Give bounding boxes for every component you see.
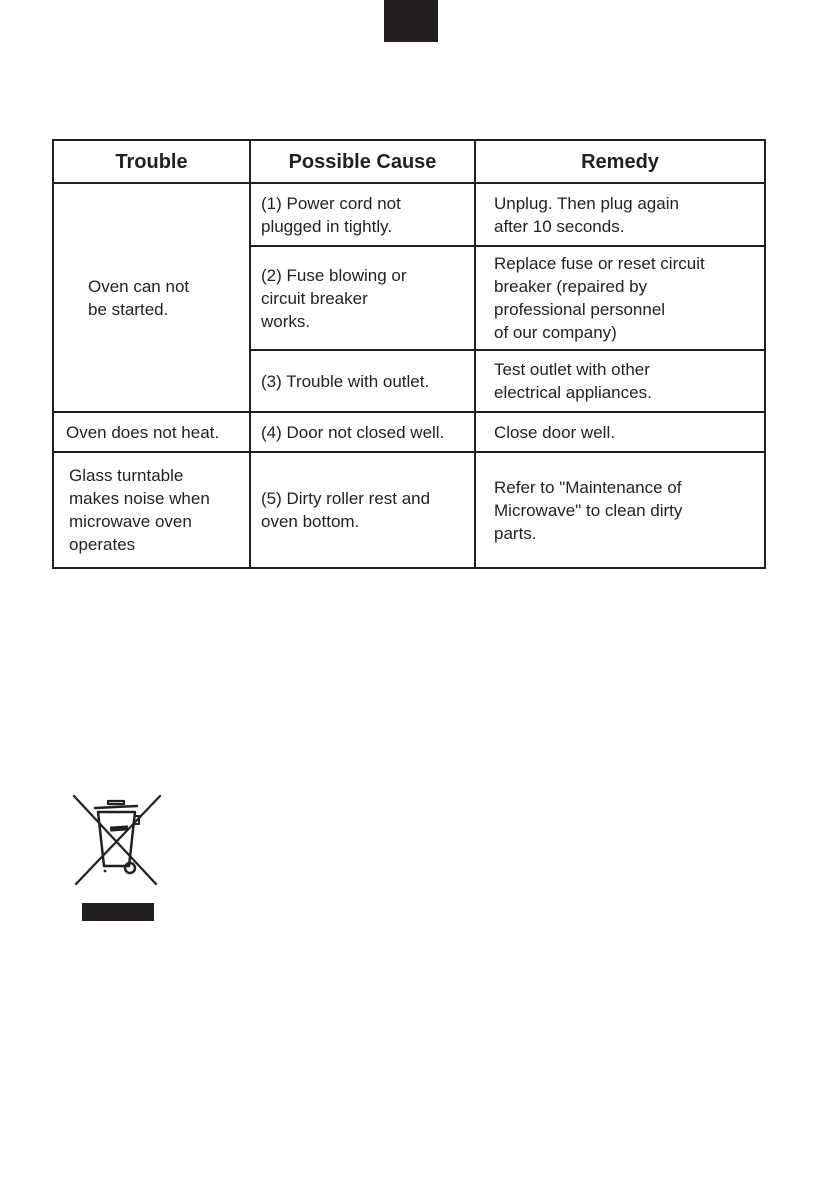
- weee-symbol: [66, 792, 166, 922]
- trouble-cell: [53, 412, 250, 452]
- cause-text: (2) Fuse blowing or circuit breaker works.: [261, 265, 407, 331]
- cause-cell: [250, 452, 475, 568]
- cause-text: (4) Door not closed well.: [261, 422, 445, 442]
- header-possible-cause: Possible Cause: [250, 140, 475, 183]
- trouble-text: Oven does not heat.: [66, 422, 220, 442]
- remedy-text: Refer to "Maintenance of Microwave" to clean dirty parts.: [494, 477, 683, 543]
- cause-cell: [250, 183, 475, 246]
- remedy-cell: [475, 350, 765, 412]
- trouble-text: Oven can not be started.: [88, 276, 190, 319]
- trouble-text: Glass turntable makes noise when microwave oven operates: [69, 466, 210, 554]
- remedy-cell: [475, 246, 765, 350]
- cause-cell: [250, 412, 475, 452]
- trouble-cell: [53, 183, 250, 412]
- table-row: [53, 183, 765, 246]
- remedy-text: Unplug. Then plug again after 10 seconds.: [494, 193, 679, 236]
- troubleshooting-table: [52, 139, 766, 569]
- remedy-text: Test outlet with other electrical appliances.: [494, 360, 652, 402]
- remedy-cell: [475, 452, 765, 568]
- cause-text: (5) Dirty roller rest and oven bottom.: [261, 489, 431, 531]
- remedy-text: Close door well.: [494, 422, 615, 442]
- table-row: [53, 412, 765, 452]
- cause-text: (1) Power cord not plugged in tightly.: [261, 193, 401, 236]
- page-tab-marker: [384, 0, 438, 42]
- header-trouble: Trouble: [53, 140, 250, 183]
- cause-cell: [250, 350, 475, 412]
- remedy-text: Replace fuse or reset circuit breaker (repaired by professional personnel of our company): [494, 254, 705, 342]
- remedy-cell: [475, 412, 765, 452]
- crossed-out-wheelie-bin-icon: [66, 792, 166, 892]
- header-remedy: Remedy: [475, 140, 765, 183]
- weee-black-bar: [82, 903, 154, 921]
- table-header-row: [53, 140, 765, 183]
- table-row: [53, 452, 765, 568]
- cause-cell: [250, 246, 475, 350]
- remedy-cell: [475, 183, 765, 246]
- trouble-cell: [53, 452, 250, 568]
- cause-text: (3) Trouble with outlet.: [261, 371, 430, 391]
